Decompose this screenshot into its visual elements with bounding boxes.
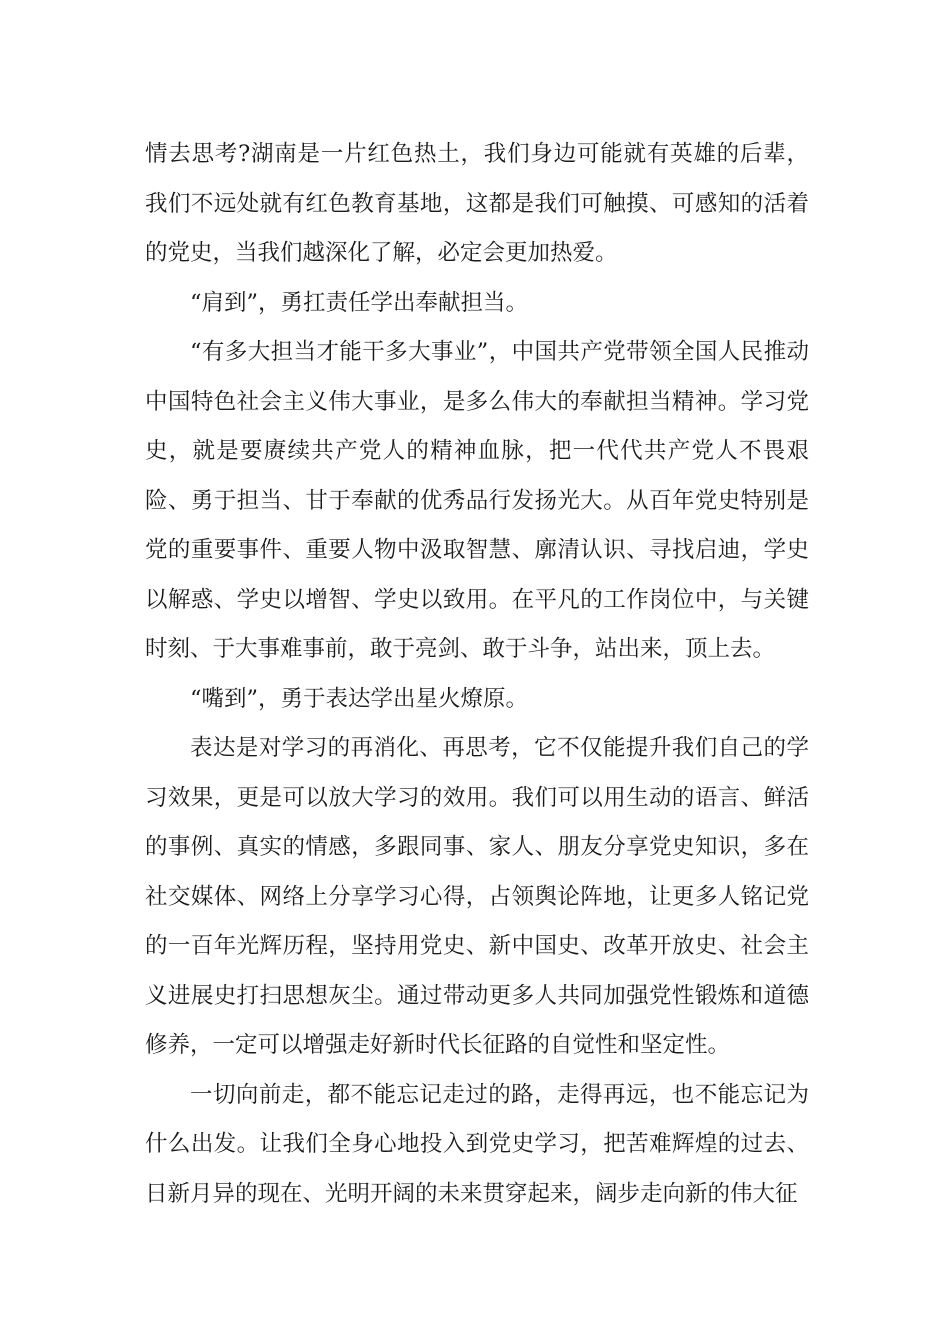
paragraph-5: 表达是对学习的再消化、再思考，它不仅能提升我们自己的学习效果，更是可以放大学习的效用。我们可以用生动的语言、鲜活的事例、真实的情感，多跟同事、家人、朋友分享党史知识，多在社交媒体、网络上分享学习心得，占领舆论阵地，让更多人铭记党的一百年光辉历程，坚持用党史、新中国史、改革开放史、社会主义进展史打扫思想灰尘。通过带动更多人共同加强党性锻炼和道德修养，一定可以增强走好新时代长征路的自觉性和坚定性。 [145, 735, 809, 1058]
document-body [145, 130, 809, 1219]
paragraph-2-heading-shoulder: “肩到”，勇扛责任学出奉献担当。 [190, 289, 529, 316]
paragraph-6: 一切向前走，都不能忘记走过的路，走得再远，也不能忘记为什么出发。让我们全身心地投入到党史学习，把苦难辉煌的过去、日新月异的现在、光明开阔的未来贯穿起来，阔步走向新的伟大征 [145, 1081, 809, 1207]
paragraph-1: 情去思考?湖南是一片红色热土，我们身边可能就有英雄的后辈，我们不远处就有红色教育基地，这都是我们可触摸、可感知的活着的党史，当我们越深化了解，必定会更加热爱。 [145, 141, 809, 266]
paragraph-3: “有多大担当才能干多大事业”，中国共产党带领全国人民推动中国特色社会主义伟大事业，是多么伟大的奉献担当精神。学习党史，就是要赓续共产党人的精神血脉，把一代代共产党人不畏艰险、勇于担当、甘于奉献的优秀品行发扬光大。从百年党史特别是党的重要事件、重要人物中汲取智慧、廓清认识、寻找启迪，学史以解惑、学史以增智、学史以致用。在平凡的工作岗位中，与关键时刻、于大事难事前，敢于亮剑、敢于斗争，站出来，顶上去。 [145, 339, 809, 662]
paragraph-4-heading-mouth: “嘴到”，勇于表达学出星火燎原。 [190, 685, 529, 712]
